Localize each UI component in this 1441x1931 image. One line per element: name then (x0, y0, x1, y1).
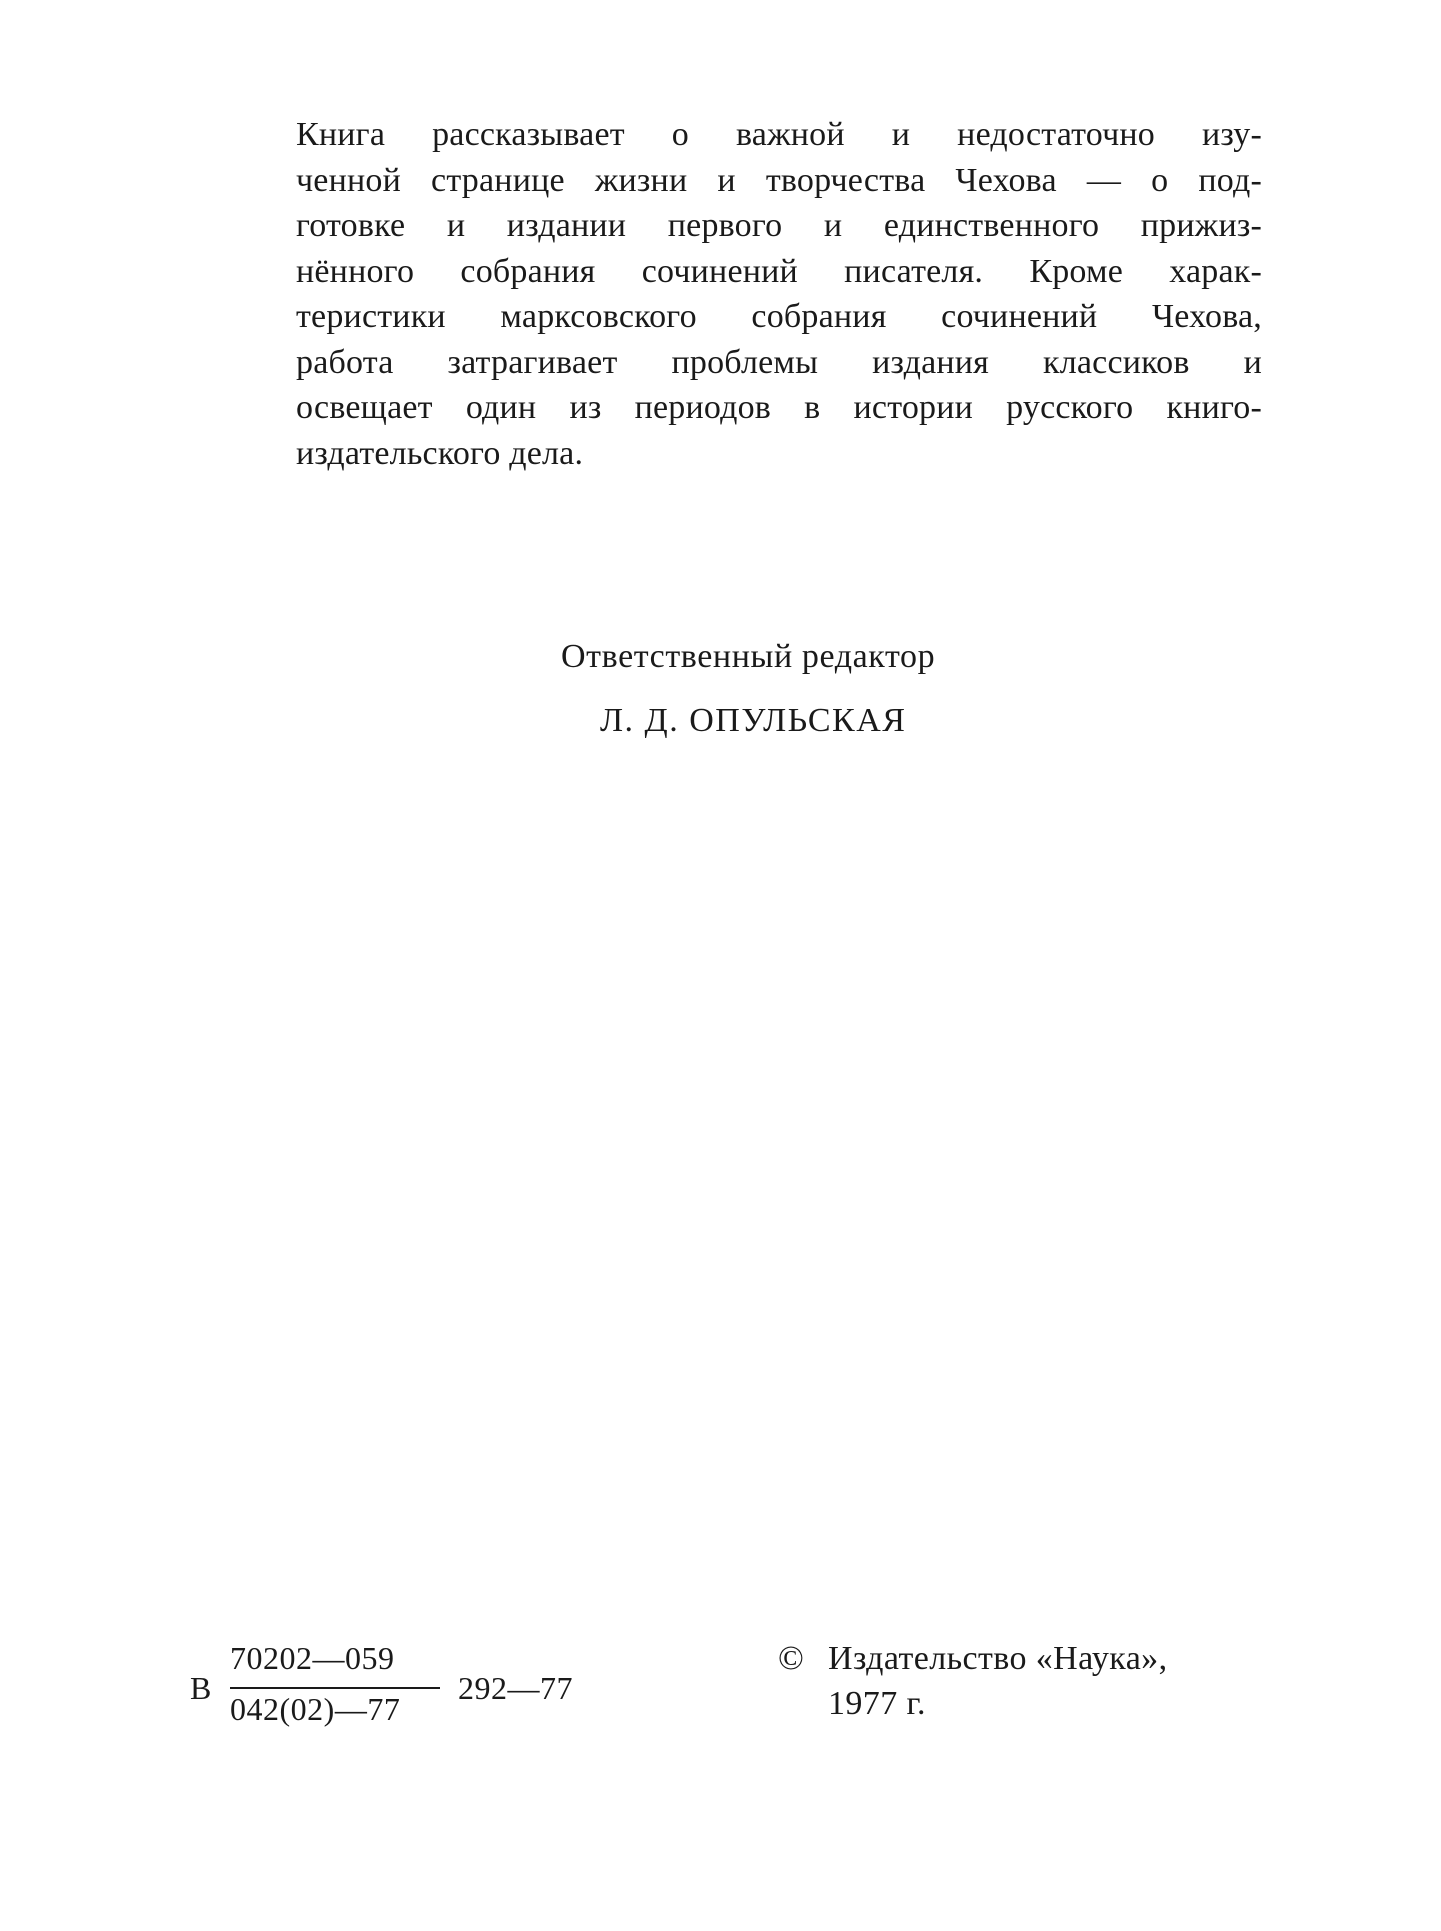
catalog-index (190, 1640, 610, 1730)
fraction-bar (230, 1687, 440, 1689)
abstract-line: Книга рассказывает о важной и недостаточно изу- (296, 116, 1262, 153)
editor-label: Ответственный редактор (561, 638, 936, 675)
abstract-line: работа затрагивает проблемы издания классиков и (296, 343, 1262, 381)
abstract-line: нённого собрания сочинений писателя. Кроме харак- (296, 252, 1262, 290)
abstract-line: освещает один из периодов в истории русского книго- (296, 389, 1262, 426)
copyright-publisher: Издательство «Наука», (828, 1640, 1168, 1677)
book-abstract (296, 112, 1262, 476)
abstract-line: готовке и издании первого и единственного прижиз- (296, 207, 1262, 244)
abstract-line: ченной странице жизни и творчества Чехова — о под- (296, 161, 1262, 199)
catalog-denominator: 042(02)—77 (230, 1691, 401, 1727)
catalog-code: 292—77 (458, 1670, 573, 1706)
copyright-icon: © (778, 1640, 805, 1677)
catalog-numerator: 70202—059 (230, 1640, 395, 1676)
catalog-letter: В (190, 1670, 212, 1706)
copyright-notice (778, 1636, 1168, 1726)
abstract-line: издательского дела. (296, 434, 584, 472)
editor-name: Л. Д. ОПУЛЬСКАЯ (600, 702, 907, 739)
copyright-year: 1977 г. (828, 1685, 926, 1722)
abstract-line: теристики марксовского собрания сочинений Чехова, (296, 298, 1262, 335)
